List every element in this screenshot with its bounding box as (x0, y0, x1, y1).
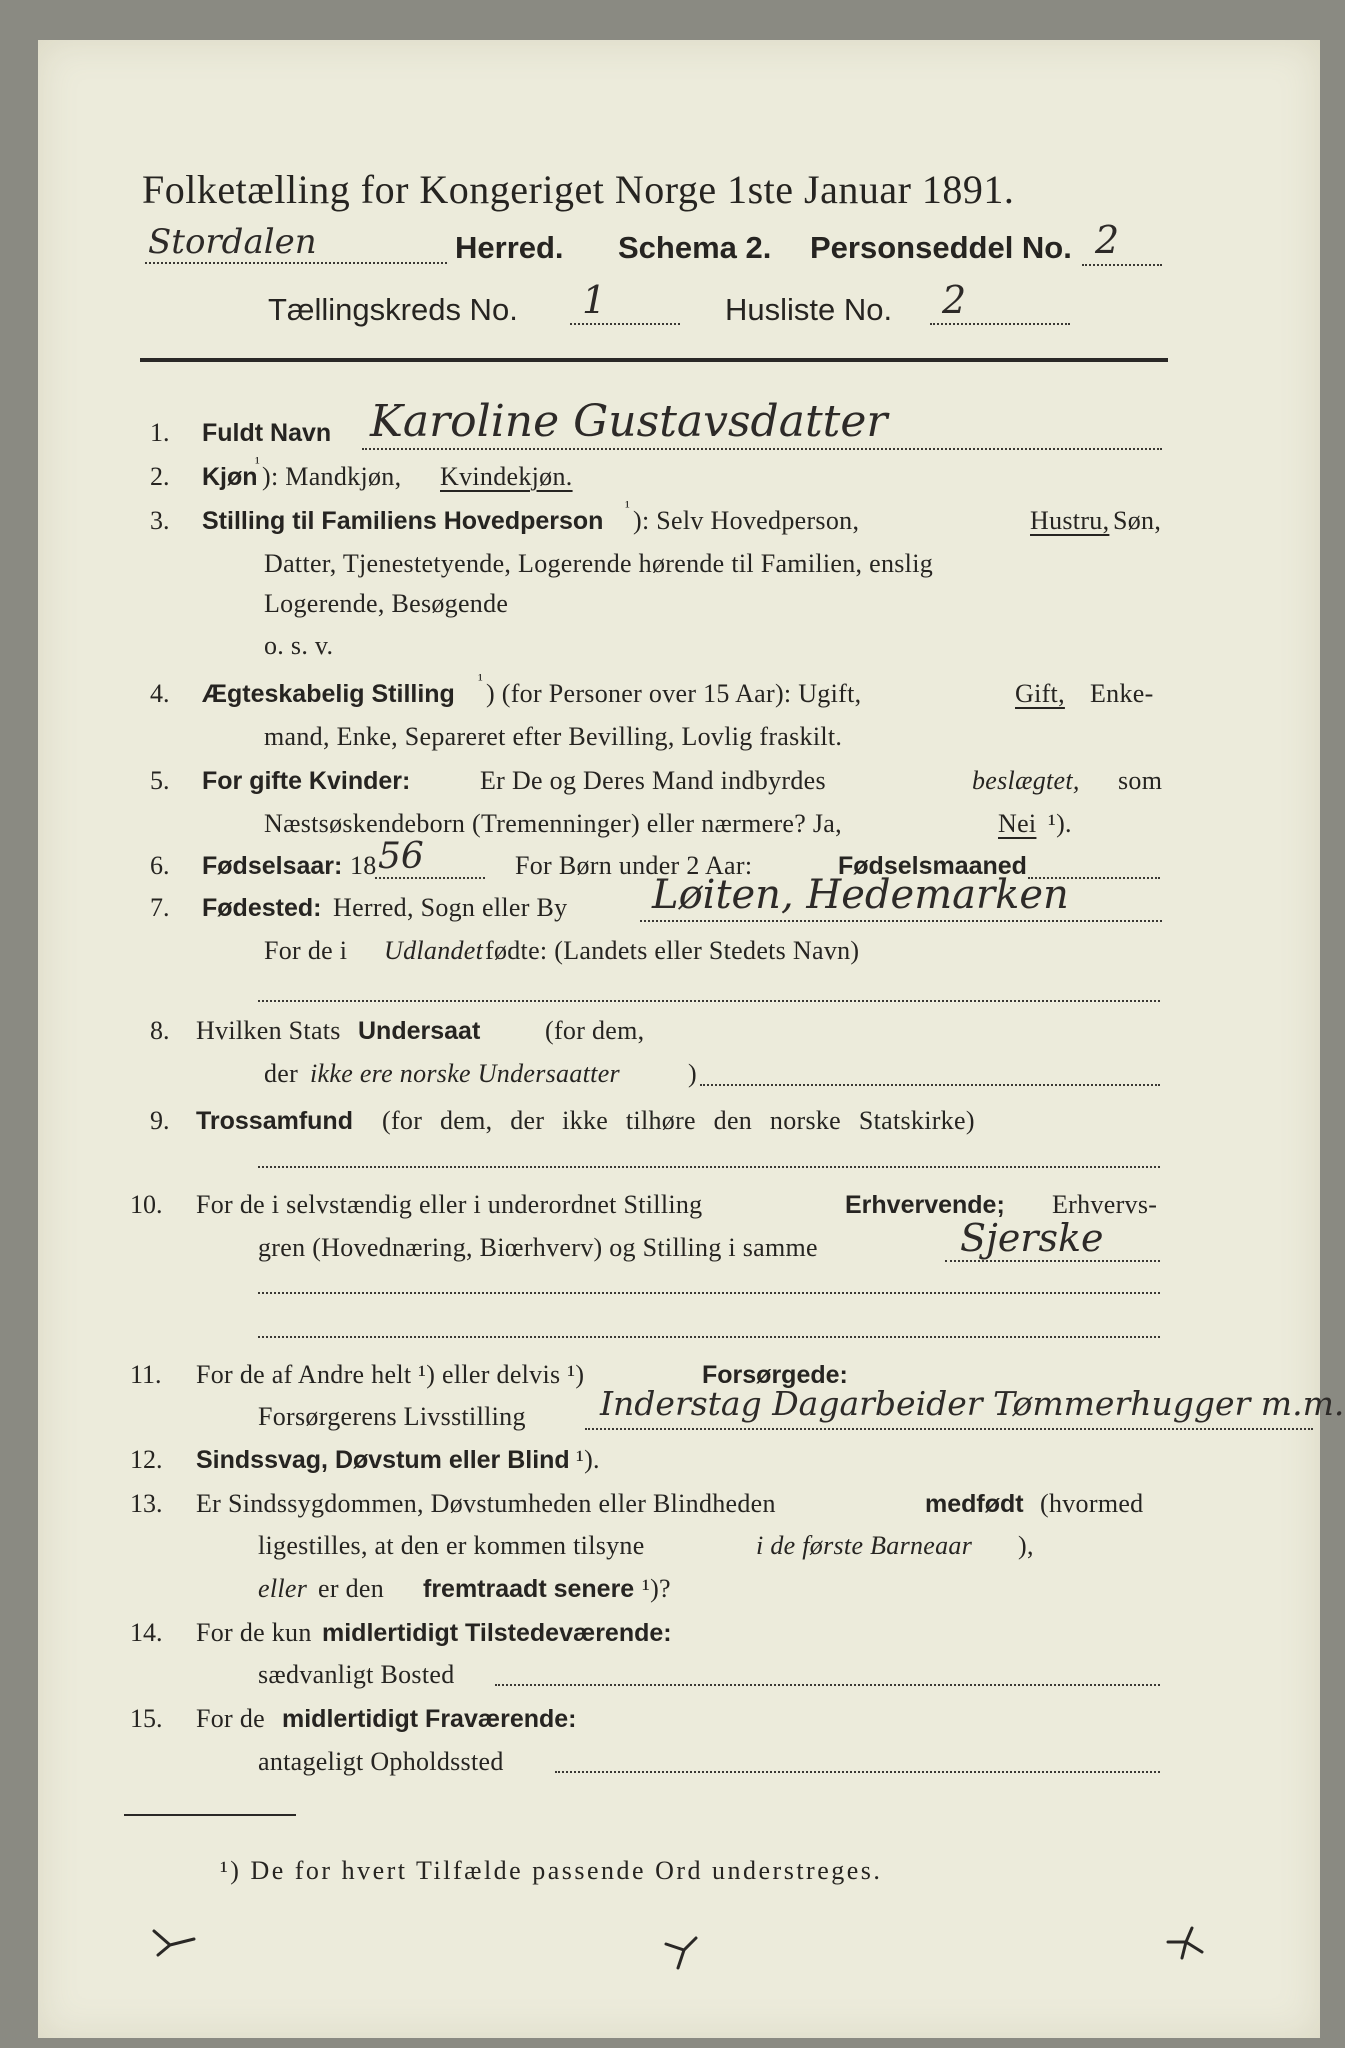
item-14-dotted-line (495, 1684, 1160, 1686)
item-5-line-1-italic: beslægtet, (972, 766, 1080, 795)
item-6-month-label: Fødselsmaaned (838, 852, 1027, 880)
punch-mark-left (150, 1925, 200, 1961)
item-13-bold-label-2: fremtraadt senere (423, 1575, 635, 1603)
item-14-line-2: sædvanligt Bosted (258, 1660, 455, 1689)
item-7-answer: Løiten, Hedemarken (652, 872, 1069, 918)
form-title: Folketælling for Kongeriget Norge 1ste Januar 1891. (142, 167, 1015, 212)
item-1-number: 1. (150, 418, 170, 447)
item-10-answer: Sjerske (960, 1216, 1104, 1260)
item-10-number: 10. (130, 1190, 163, 1219)
item-8-line-2-a: der (264, 1059, 299, 1088)
item-13-line-2-a: ligestilles, at den er kommen tilsyne (258, 1531, 645, 1560)
item-4-number: 4. (150, 679, 170, 708)
item-2-label: Kjøn (202, 463, 258, 491)
item-3-options-a: ): Selv Hovedperson, (633, 506, 860, 535)
item-9-number: 9. (150, 1106, 170, 1135)
husliste-label: Husliste No. (725, 292, 893, 327)
item-5-line-1-a: Er De og Deres Mand indbyrdes (480, 766, 826, 795)
item-15-line-2: antageligt Opholdssted (258, 1747, 504, 1776)
personseddel-dotted-line (1082, 264, 1162, 266)
herred-dotted-line (145, 262, 447, 264)
item-14-line-1-a: For de kun (196, 1618, 312, 1647)
footnote: ¹) De for hvert Tilfælde passende Ord understreges. (220, 1856, 883, 1885)
item-10-line-2: gren (Hovednæring, Biœrhverv) og Stilling i samme (258, 1233, 818, 1262)
item-6-answer: 56 (378, 836, 424, 877)
husliste-dotted-line (930, 323, 1070, 325)
item-13-line-2-b: ), (1018, 1531, 1034, 1560)
personseddel-handwritten: 2 (1095, 218, 1120, 262)
item-1-label: Fuldt Navn (202, 419, 332, 447)
item-10-dotted-line-2 (258, 1292, 1160, 1294)
item-8-line-1-a: Hvilken Stats (196, 1016, 341, 1045)
item-11-number: 11. (130, 1360, 162, 1389)
item-5-number: 5. (150, 766, 170, 795)
item-12-sup: ¹). (576, 1445, 600, 1474)
item-13-line-2-italic: i de første Barneaar (756, 1531, 973, 1560)
item-4-options-a: ) (for Personer over 15 Aar): Ugift, (486, 679, 862, 708)
item-11-line-1-a: For de af Andre helt ¹) eller delvis ¹) (196, 1360, 585, 1389)
item-8-line-1-c: (for dem, (545, 1016, 645, 1045)
item-13-number: 13. (130, 1489, 163, 1518)
item-14-bold-label: midlertidigt Tilstedeværende: (322, 1619, 672, 1647)
item-8-number: 8. (150, 1016, 170, 1045)
kreds-dotted-line (570, 323, 680, 325)
item-7-number: 7. (150, 893, 170, 922)
item-6-year-dotted-line (375, 877, 485, 879)
item-3-options-b: Søn, (1113, 506, 1162, 535)
item-3-line-4: o. s. v. (264, 631, 334, 660)
item-10-dotted-line-3 (258, 1336, 1160, 1338)
item-11-line-2: Forsørgerens Livsstilling (258, 1402, 526, 1431)
item-12-number: 12. (130, 1445, 163, 1474)
husliste-handwritten: 2 (942, 278, 967, 322)
item-7-dotted-line (640, 920, 1162, 922)
item-4-label: Ægteskabelig Stilling (202, 680, 455, 708)
item-11-dotted-line (585, 1428, 1313, 1430)
item-2-options: ): Mandkjøn, (262, 462, 402, 491)
item-11-bold-label: Forsørgede: (702, 1361, 848, 1389)
item-10-line-1-c: Erhvervs- (1052, 1190, 1158, 1219)
item-7-line-2-b: fødte: (Landets eller Stedets Navn) (485, 936, 860, 965)
kreds-handwritten: 1 (582, 278, 607, 322)
item-3-line-2: Datter, Tjenestetyende, Logerende hørende til Familien, enslig (264, 549, 934, 578)
item-1-dotted-line (362, 448, 1162, 450)
item-4-line-2: mand, Enke, Separeret efter Bevilling, Lovlig fraskilt. (264, 722, 843, 751)
footnote-rule (124, 1814, 296, 1816)
item-10-dotted-line-1 (945, 1260, 1160, 1262)
item-5-line-2-b: ¹). (1048, 809, 1072, 838)
item-10-bold-label: Erhvervende; (845, 1191, 1005, 1219)
kreds-label: Tællingskreds No. (268, 292, 518, 327)
item-8-dotted-line (700, 1084, 1160, 1086)
personseddel-label: Personseddel No. (810, 230, 1072, 265)
item-7-line-2-italic: Udlandet (384, 936, 484, 965)
punch-mark-right (1162, 1922, 1212, 1962)
item-5-underlined-option: Nei (998, 809, 1037, 838)
herred-label: Herred. (455, 230, 564, 265)
item-13-line-1-c: (hvormed (1040, 1489, 1144, 1518)
item-7-label: Fødested: (202, 894, 322, 922)
item-8-line-2-italic: ikke ere norske Undersaatter (310, 1059, 620, 1088)
item-9-label: Trossamfund (196, 1107, 353, 1135)
item-7-line-2-a: For de i (264, 936, 348, 965)
item-3-number: 3. (150, 506, 170, 535)
item-13-line-1-a: Er Sindssygdommen, Døvstumheden eller Blindheden (196, 1489, 776, 1518)
item-9-prompt: (for dem, der ikke tilhøre den norske Statskirke) (382, 1106, 975, 1135)
item-5-label: For gifte Kvinder: (202, 767, 411, 795)
item-6-year-prefix: 18 (350, 851, 377, 880)
item-3-underlined-option: Hustru, (1030, 506, 1110, 535)
item-6-label: Fødselsaar: (202, 852, 343, 880)
item-5-line-2-a: Næstsøskendeborn (Tremenninger) eller nærmere? Ja, (264, 809, 842, 838)
item-3-line-3: Logerende, Besøgende (264, 589, 509, 618)
item-4-sup: ¹ (478, 672, 484, 689)
item-2-sup: ¹ (255, 455, 261, 472)
item-14-number: 14. (130, 1618, 163, 1647)
herred-handwritten: Stordalen (148, 222, 317, 262)
item-15-number: 15. (130, 1704, 163, 1733)
item-6-children-label: For Børn under 2 Aar: (515, 851, 753, 880)
item-12-label: Sindssvag, Døvstum eller Blind (196, 1446, 570, 1474)
item-13-line-3-a: er den (318, 1574, 385, 1603)
item-9-dotted-line (258, 1166, 1160, 1168)
item-5-line-1-b: som (1118, 766, 1163, 795)
item-3-label: Stilling til Familiens Hovedperson (202, 507, 604, 535)
item-13-line-3-c: ¹)? (642, 1574, 671, 1603)
item-11-answer: Inderstag Dagarbeider Tømmerhugger m.m. (600, 1384, 1345, 1423)
item-15-dotted-line (555, 1771, 1160, 1773)
item-4-options-b: Enke- (1090, 679, 1154, 708)
item-15-bold-label: midlertidigt Fraværende: (282, 1705, 577, 1733)
header-rule (140, 358, 1168, 362)
item-7-foreign-dotted-line (258, 1000, 1160, 1002)
item-7-prompt: Herred, Sogn eller By (333, 893, 568, 922)
punch-mark-center (660, 1932, 710, 1972)
schema-label: Schema 2. (618, 230, 772, 265)
item-3-sup: ¹ (625, 499, 631, 516)
item-15-line-1-a: For de (196, 1704, 265, 1733)
item-2-number: 2. (150, 462, 170, 491)
item-13-line-3-italic: eller (258, 1574, 308, 1603)
item-8-line-2-b: ) (688, 1059, 697, 1088)
item-2-underlined-option: Kvindekjøn. (440, 462, 573, 491)
item-10-line-1-a: For de i selvstændig eller i underordnet Stilling (196, 1190, 703, 1219)
item-4-underlined-option: Gift, (1015, 679, 1065, 708)
item-8-bold-label: Undersaat (358, 1017, 481, 1045)
item-13-bold-label: medfødt (925, 1490, 1024, 1518)
item-6-number: 6. (150, 851, 170, 880)
item-1-answer: Karoline Gustavsdatter (370, 396, 888, 447)
